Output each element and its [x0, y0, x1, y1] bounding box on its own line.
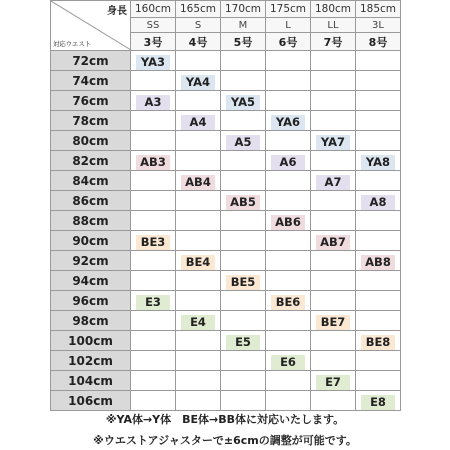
size-code: AB4	[181, 175, 215, 190]
waist-cell: 84cm	[51, 171, 131, 191]
size-code: A7	[316, 175, 350, 190]
size-cell	[176, 131, 221, 151]
size-cell	[356, 91, 401, 111]
size-cell	[266, 231, 311, 251]
size-cell	[221, 111, 266, 131]
size-cell	[131, 231, 176, 251]
size-cell	[221, 151, 266, 171]
size-cell	[221, 131, 266, 151]
size-cell	[311, 231, 356, 251]
height-label: 身長	[107, 6, 127, 17]
table-row	[51, 131, 401, 151]
size-code: E3	[136, 295, 170, 310]
size-cell	[221, 331, 266, 351]
height-header-cell: 175cm	[266, 1, 311, 18]
waist-cell: 74cm	[51, 71, 131, 91]
size-header-cell: SS	[131, 18, 176, 33]
size-cell	[311, 171, 356, 191]
size-code: YA3	[136, 55, 170, 70]
note-body-type: ※YA体→Y体 BE体→BB体に対応いたします。	[105, 413, 345, 426]
size-cell	[176, 391, 221, 411]
table-row	[51, 71, 401, 91]
size-cell	[356, 151, 401, 171]
table-row	[51, 351, 401, 371]
size-code: YA7	[316, 135, 350, 150]
size-cell	[311, 311, 356, 331]
size-code: AB5	[226, 195, 260, 210]
waist-cell: 80cm	[51, 131, 131, 151]
size-cell	[131, 191, 176, 211]
size-code: E4	[181, 315, 215, 330]
waist-cell: 90cm	[51, 231, 131, 251]
size-cell	[221, 391, 266, 411]
size-cell	[266, 191, 311, 211]
size-cell	[311, 291, 356, 311]
size-cell	[266, 251, 311, 271]
size-cell	[221, 71, 266, 91]
waist-cell: 102cm	[51, 351, 131, 371]
size-cell	[176, 271, 221, 291]
size-cell	[176, 51, 221, 71]
size-cell	[356, 211, 401, 231]
size-cell	[221, 371, 266, 391]
size-code: A5	[226, 135, 260, 150]
size-cell	[356, 291, 401, 311]
size-cell	[356, 251, 401, 271]
size-cell	[221, 191, 266, 211]
corner-header-cell	[51, 1, 131, 51]
size-cell	[131, 171, 176, 191]
size-cell	[176, 331, 221, 351]
size-header-cell: LL	[311, 18, 356, 33]
size-cell	[131, 51, 176, 71]
number-header-cell: 5号	[221, 33, 266, 51]
size-cell	[176, 91, 221, 111]
height-header-cell: 180cm	[311, 1, 356, 18]
size-cell	[131, 311, 176, 331]
waist-cell: 104cm	[51, 371, 131, 391]
size-cell	[131, 391, 176, 411]
table-row	[51, 91, 401, 111]
size-cell	[131, 71, 176, 91]
size-cell	[176, 231, 221, 251]
table-row	[51, 311, 401, 331]
size-cell	[176, 111, 221, 131]
size-cell	[266, 351, 311, 371]
size-cell	[131, 131, 176, 151]
size-cell	[356, 131, 401, 151]
number-header-cell: 8号	[356, 33, 401, 51]
size-cell	[356, 351, 401, 371]
size-code: A4	[181, 115, 215, 130]
size-code: BE5	[226, 275, 260, 290]
size-cell	[311, 351, 356, 371]
size-cell	[266, 391, 311, 411]
table-row	[51, 211, 401, 231]
size-cell	[131, 331, 176, 351]
size-code: YA6	[271, 115, 305, 130]
waist-cell: 98cm	[51, 311, 131, 331]
waist-cell: 82cm	[51, 151, 131, 171]
waist-cell: 100cm	[51, 331, 131, 351]
size-header-cell: 3L	[356, 18, 401, 33]
waist-cell: 72cm	[51, 51, 131, 71]
height-header-cell: 170cm	[221, 1, 266, 18]
size-code: A8	[361, 195, 395, 210]
size-cell	[356, 391, 401, 411]
size-code: E5	[226, 335, 260, 350]
height-header-row	[51, 1, 401, 18]
waist-cell: 76cm	[51, 91, 131, 111]
size-header-cell: L	[266, 18, 311, 33]
size-cell	[221, 91, 266, 111]
number-header-cell: 6号	[266, 33, 311, 51]
size-cell	[131, 251, 176, 271]
size-code: E6	[271, 355, 305, 370]
waist-cell: 78cm	[51, 111, 131, 131]
size-cell	[176, 251, 221, 271]
table-row	[51, 51, 401, 71]
number-header-cell: 4号	[176, 33, 221, 51]
size-cell	[266, 371, 311, 391]
table-row	[51, 371, 401, 391]
table-row	[51, 191, 401, 211]
table-row	[51, 331, 401, 351]
size-cell	[221, 171, 266, 191]
size-code: YA4	[181, 75, 215, 90]
size-cell	[311, 211, 356, 231]
height-header-cell: 185cm	[356, 1, 401, 18]
size-code: AB3	[136, 155, 170, 170]
height-header-cell: 165cm	[176, 1, 221, 18]
waist-cell: 106cm	[51, 391, 131, 411]
size-cell	[131, 291, 176, 311]
size-cell	[311, 151, 356, 171]
table-row	[51, 391, 401, 411]
size-cell	[311, 191, 356, 211]
size-cell	[266, 151, 311, 171]
size-cell	[356, 271, 401, 291]
size-cell	[356, 171, 401, 191]
size-cell	[221, 51, 266, 71]
size-cell	[131, 111, 176, 131]
waist-cell: 88cm	[51, 211, 131, 231]
size-cell	[266, 51, 311, 71]
size-cell	[176, 371, 221, 391]
size-cell	[311, 371, 356, 391]
size-cell	[131, 271, 176, 291]
size-code: A6	[271, 155, 305, 170]
table-row	[51, 111, 401, 131]
table-row	[51, 171, 401, 191]
size-cell	[356, 191, 401, 211]
table-row	[51, 251, 401, 271]
size-cell	[311, 111, 356, 131]
size-cell	[221, 211, 266, 231]
size-cell	[266, 171, 311, 191]
size-cell	[266, 271, 311, 291]
size-cell	[131, 211, 176, 231]
table-row	[51, 231, 401, 251]
note-adjuster: ※ウエストアジャスターで±6cmの調整が可能です。	[93, 434, 357, 447]
size-code: BE4	[181, 255, 215, 270]
size-cell	[356, 331, 401, 351]
size-cell	[131, 91, 176, 111]
number-header-cell: 3号	[131, 33, 176, 51]
size-cell	[131, 151, 176, 171]
size-cell	[176, 151, 221, 171]
size-cell	[266, 211, 311, 231]
size-cell	[266, 71, 311, 91]
size-cell	[266, 91, 311, 111]
size-cell	[221, 291, 266, 311]
size-code: BE8	[361, 335, 395, 350]
size-cell	[131, 371, 176, 391]
size-cell	[356, 71, 401, 91]
table-row	[51, 271, 401, 291]
size-code: E7	[316, 375, 350, 390]
size-header-cell: M	[221, 18, 266, 33]
size-cell	[311, 71, 356, 91]
table-row	[51, 151, 401, 171]
size-cell	[176, 211, 221, 231]
table-row	[51, 291, 401, 311]
number-header-cell: 7号	[311, 33, 356, 51]
size-cell	[356, 51, 401, 71]
size-cell	[311, 131, 356, 151]
size-cell	[176, 191, 221, 211]
waist-cell: 96cm	[51, 291, 131, 311]
size-code: AB7	[316, 235, 350, 250]
size-cell	[221, 351, 266, 371]
size-cell	[266, 311, 311, 331]
size-cell	[311, 271, 356, 291]
size-cell	[266, 131, 311, 151]
size-chart-table	[50, 0, 401, 411]
size-cell	[311, 51, 356, 71]
waist-cell: 94cm	[51, 271, 131, 291]
size-code: BE3	[136, 235, 170, 250]
size-cell	[311, 391, 356, 411]
size-code: YA8	[361, 155, 395, 170]
size-code: BE6	[271, 295, 305, 310]
size-cell	[311, 91, 356, 111]
size-cell	[221, 251, 266, 271]
size-code: BE7	[316, 315, 350, 330]
size-cell	[221, 231, 266, 251]
waist-cell: 92cm	[51, 251, 131, 271]
size-cell	[356, 371, 401, 391]
size-cell	[356, 231, 401, 251]
waist-label: 対応ウエスト	[53, 40, 91, 48]
size-cell	[356, 311, 401, 331]
size-cell	[266, 331, 311, 351]
size-header-cell: S	[176, 18, 221, 33]
size-cell	[176, 171, 221, 191]
size-cell	[176, 351, 221, 371]
size-cell	[131, 351, 176, 371]
size-code: A3	[136, 95, 170, 110]
size-cell	[176, 291, 221, 311]
size-cell	[176, 71, 221, 91]
size-cell	[311, 331, 356, 351]
size-cell	[356, 111, 401, 131]
size-cell	[176, 311, 221, 331]
size-code: E8	[361, 395, 395, 410]
size-cell	[266, 291, 311, 311]
size-cell	[221, 311, 266, 331]
size-code: AB8	[361, 255, 395, 270]
size-code: YA5	[226, 95, 260, 110]
waist-cell: 86cm	[51, 191, 131, 211]
size-cell	[266, 111, 311, 131]
size-cell	[221, 271, 266, 291]
size-code: AB6	[271, 215, 305, 230]
size-cell	[311, 251, 356, 271]
height-header-cell: 160cm	[131, 1, 176, 18]
